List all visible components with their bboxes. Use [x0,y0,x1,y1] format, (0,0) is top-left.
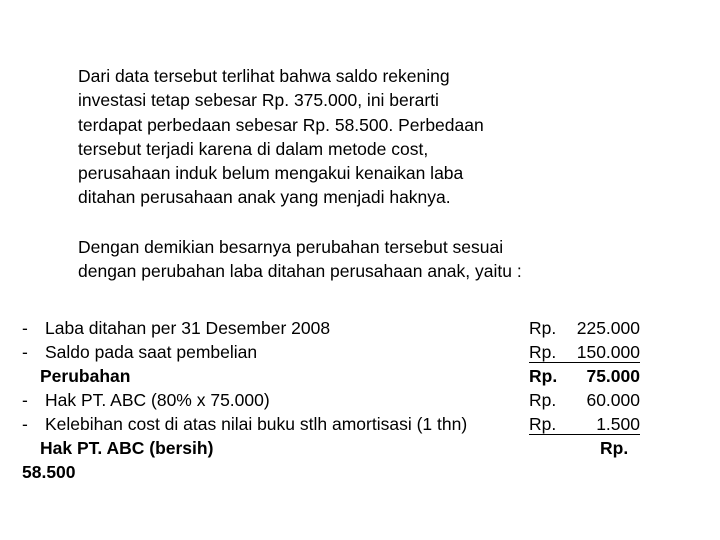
row-label: Saldo pada saat pembelian [45,342,258,362]
row-label: Laba ditahan per 31 Desember 2008 [45,318,331,338]
calc-row-retained-earnings [22,316,640,340]
bullet-dash: - [22,390,28,410]
amount-value: 150.000 [576,342,640,362]
row-amount [529,364,640,386]
row-amount [529,388,640,410]
paragraph-line: Dari data tersebut terlihat bahwa saldo rekening [78,66,450,86]
explanation-paragraph [78,64,638,210]
net-amount-value: 58.500 [22,462,76,482]
row-amount [600,436,640,458]
currency-label: Rp. [529,366,558,386]
amount-value: 75.000 [586,366,640,386]
paragraph-line: ditahan perusahaan anak yang menjadi haknya. [78,187,451,208]
row-amount [529,340,640,363]
calc-row-net-amount [22,460,640,484]
bullet-dash: - [22,342,28,362]
calc-row-abc-net [22,436,640,460]
paragraph-line: perusahaan induk belum mengakui kenaikan laba [78,163,464,184]
paragraph-line: Dengan demikian besarnya perubahan tersebut sesuai [78,237,504,257]
currency-label: Rp. [529,414,557,434]
paragraph-line: terdapat perbedaan sebesar Rp. 58.500. Perbedaan [78,114,484,135]
amount-value: 1.500 [596,414,640,434]
amount-value: 225.000 [576,318,640,338]
bullet-dash: - [22,318,28,338]
bullet-dash: - [22,414,28,434]
row-label: Perubahan [40,366,131,386]
calc-row-change [22,364,640,388]
row-label: Kelebihan cost di atas nilai buku stlh amortisasi (1 thn) [45,414,468,434]
paragraph-line: investasi tetap sebesar Rp. 375.000, ini berarti [78,90,439,111]
currency-label: Rp. [600,438,629,458]
calc-row-purchase-balance [22,340,640,364]
currency-label: Rp. [529,342,557,362]
currency-label: Rp. [529,390,557,410]
amount-value: 60.000 [586,390,640,410]
currency-label: Rp. [529,318,557,338]
row-label: Hak PT. ABC (80% x 75.000) [45,390,270,410]
paragraph-line: tersebut terjadi karena di dalam metode cost, [78,138,429,159]
row-amount [529,412,640,435]
row-label: Hak PT. ABC (bersih) [40,438,214,458]
intro-paragraph [78,235,638,284]
calc-row-abc-share [22,388,640,412]
row-amount [529,316,640,338]
calc-row-excess-cost [22,412,640,436]
paragraph-line: dengan perubahan laba ditahan perusahaan anak, yaitu : [78,261,522,282]
